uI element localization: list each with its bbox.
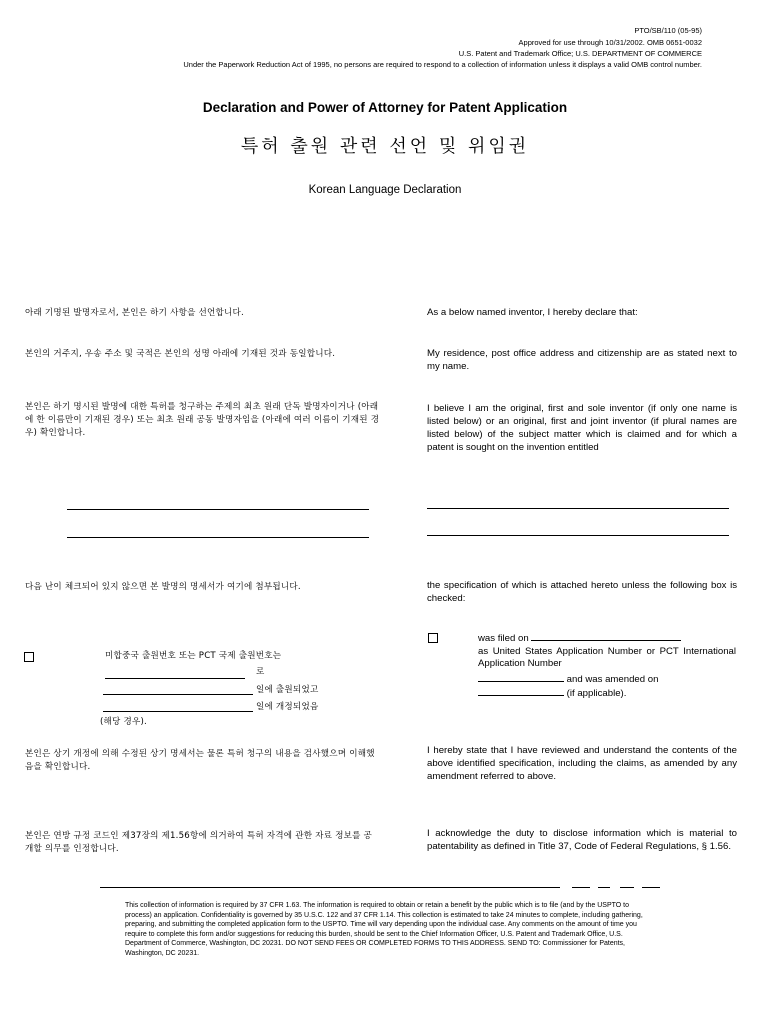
footer-separator-dash-1 — [572, 887, 590, 888]
s7-korean: 본인은 연방 규정 코드인 제37장의 제1.56항에 의거하여 특허 자격에 관한 자료 정보를 공개할 의무를 인정합니다. — [25, 831, 373, 854]
amended-date-field[interactable] — [478, 695, 564, 696]
s4-english: the specification of which is attached hereto unless the following box is checked: — [427, 580, 737, 604]
s5-korean-line5: (해당 경우). — [100, 717, 147, 727]
s7-english: I acknowledge the duty to disclose information which is material to patentability as defined in Title 37, Code of Federal Regulations, § 1.56. — [427, 828, 737, 852]
issuing-office: U.S. Patent and Trademark Office; U.S. DEPARTMENT OF COMMERCE — [458, 49, 702, 58]
s5-korean-line3: 일에 출원되었고 — [256, 685, 319, 695]
s6-english: I hereby state that I have reviewed and understand the contents of the above identified specification, including the claims, as amended by any amendment referred to above. — [427, 745, 737, 782]
footer-separator-dash-4 — [642, 887, 660, 888]
s5-korean-line2: 로 — [256, 667, 265, 677]
s4-korean: 다음 난이 체크되어 있지 않으면 본 발명의 명세서가 여기에 첨부됩니다. — [25, 582, 301, 592]
s5-english-line3-wrap — [478, 674, 658, 686]
form-number: PTO/SB/110 (05-95) — [634, 26, 702, 35]
s2-english: My residence, post office address and citizenship are as stated next to my name. — [427, 348, 737, 372]
s3-english: I believe I am the original, first and sole inventor (if only one name is listed below) or an original, first and joint inventor (if plural names are listed below) of the subject matter which is claimed and for which a patent is sought on the invention entitled — [427, 403, 737, 453]
footer-separator-dash-3 — [620, 887, 634, 888]
form-title-korean: 특허 출원 관련 선언 및 위임권 — [240, 136, 530, 157]
filed-application-checkbox-english[interactable] — [428, 633, 438, 643]
paperwork-notice: Under the Paperwork Reduction Act of 1995, no persons are required to respond to a collection of information unless it displays a valid OMB control number. — [183, 60, 702, 69]
s6-korean: 본인은 상기 개정에 의해 수정된 상기 명세서는 물론 특허 청구의 내용을 검사했으며 이해했음을 확인합니다. — [25, 749, 375, 772]
s5-english-line1-wrap — [478, 633, 681, 645]
s3-korean: 본인은 하기 명시된 발명에 대한 특허를 청구하는 주제의 최초 원래 단독 발명자이거나 (아래에 한 이름만이 기재된 경우) 또는 최초 원래 공동 발명자임을 (아래에 여러 이름이 기재된 경우) 확인합니다. — [25, 402, 380, 438]
invention-title-line-left-2[interactable] — [67, 537, 369, 538]
s5-english-line4: (if applicable). — [566, 688, 627, 699]
s5-korean-line1: 미합중국 출원번호 또는 PCT 국제 출원번호는 — [105, 651, 282, 661]
s5-english-line1: was filed on — [478, 633, 529, 644]
amended-date-line-korean[interactable] — [103, 711, 253, 712]
form-title-english: Declaration and Power of Attorney for Patent Application — [202, 100, 568, 115]
footer-separator — [100, 887, 560, 888]
language-label: Korean Language Declaration — [308, 184, 462, 196]
filed-application-checkbox-korean[interactable] — [24, 652, 34, 662]
filed-date-line-korean[interactable] — [103, 694, 253, 695]
s5-english-line3: and was amended on — [566, 674, 659, 685]
s1-korean: 아래 기명된 발명자로서, 본인은 하기 사항을 선언합니다. — [25, 308, 244, 318]
footer-separator-dash-2 — [598, 887, 610, 888]
s5-english-line4-wrap — [478, 688, 626, 700]
invention-title-line-left-1[interactable] — [67, 509, 369, 510]
omb-approval: Approved for use through 10/31/2002. OMB 0651-0032 — [518, 38, 702, 47]
invention-title-line-right-1[interactable] — [427, 508, 729, 509]
s5-english-line2: as United States Application Number or PCT International Application Number — [478, 646, 736, 669]
application-number-field[interactable] — [478, 681, 564, 682]
invention-title-line-right-2[interactable] — [427, 535, 729, 536]
s5-korean-line4: 일에 개정되었음 — [256, 702, 319, 712]
application-number-line-korean[interactable] — [105, 678, 245, 679]
s1-english: As a below named inventor, I hereby declare that: — [427, 307, 638, 318]
filed-date-field[interactable] — [531, 640, 681, 641]
s2-korean: 본인의 거주지, 우송 주소 및 국적은 본인의 성명 아래에 기재된 것과 동일합니다. — [25, 349, 336, 359]
burden-statement: This collection of information is required by 37 CFR 1.63. The information is required to obtain or retain a benefit by the public which is to file (and by the USPTO to process) an application. Confidentiality is governed by 35 U.S.C. 122 and 37 CFR 1.14. This collection is estimated to take 24 minutes to complete, including gathering, preparing, and submitting the completed application form to the USPTO. Time will vary depending upon the individual case. Any comments on the amount of time you require to complete this form and/or suggestions for reducing this burden, should be sent to the Chief Information Officer, U.S. Patent and Trademark Office, U.S. Department of Commerce, Washington, DC 20231. DO NOT SEND FEES OR COMPLETED FORMS TO THIS ADDRESS. SEND TO: Commissioner for Patents, Washington, DC 20231. — [125, 902, 643, 957]
